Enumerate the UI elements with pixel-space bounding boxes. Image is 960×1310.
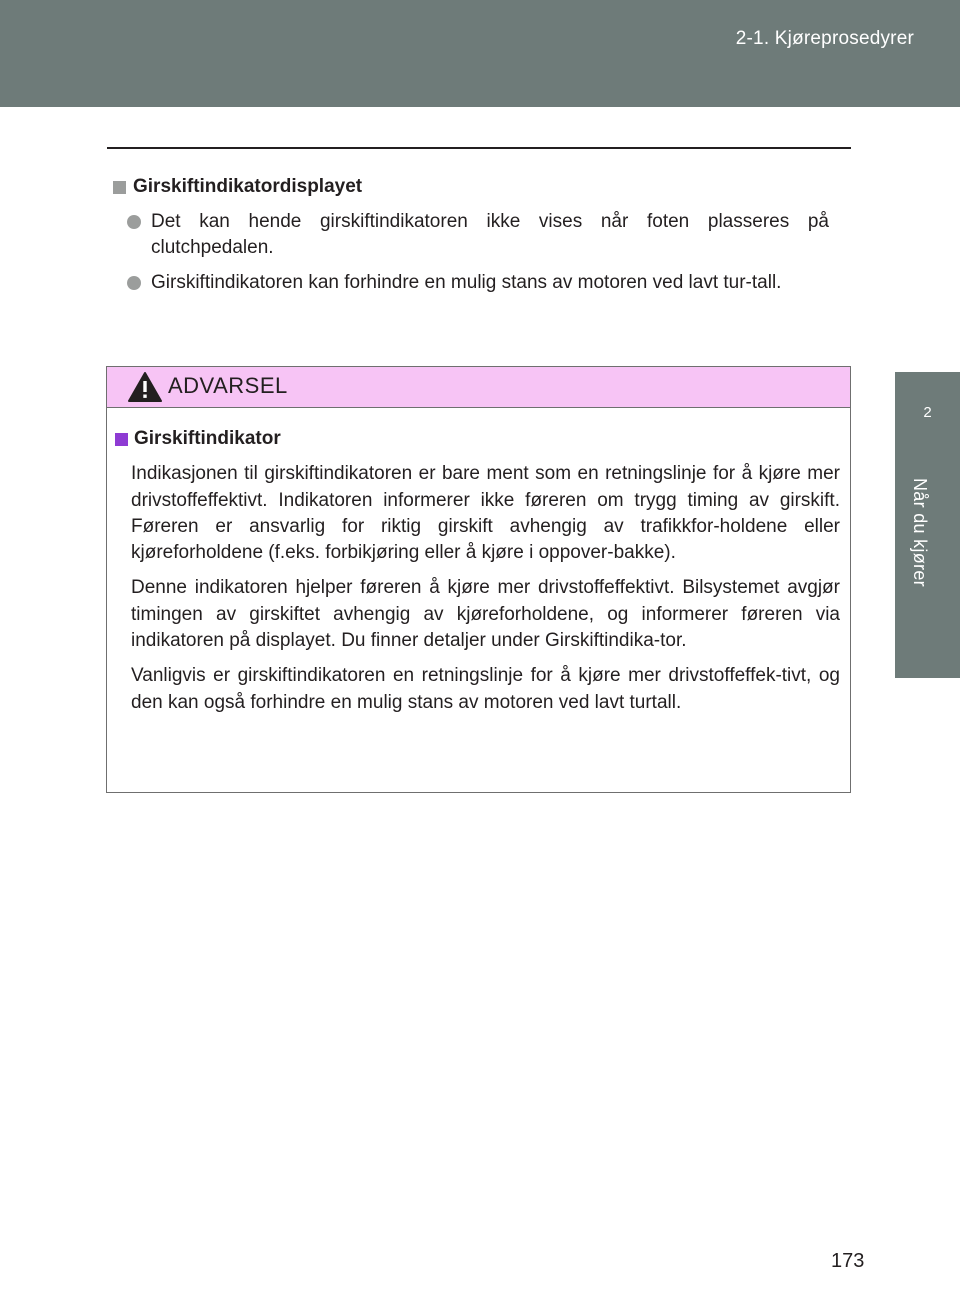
section-heading — [113, 174, 829, 200]
gray-circle-bullet-icon — [127, 215, 141, 229]
warning-body — [107, 408, 850, 716]
warning-heading-text: Girskiftindikator — [134, 428, 281, 449]
warning-triangle-icon — [127, 371, 163, 403]
warning-paragraph: Vanligvis er girskiftindikatoren en retningslinje for å kjøre mer drivstoffeffek-tivt, og den kan også forhindre en mulig stans av motoren ved lavt turtall. — [131, 665, 840, 713]
info-section — [113, 174, 829, 296]
warning-heading — [115, 426, 840, 452]
square-marker-icon — [113, 181, 126, 194]
section-heading-text: Girskiftindikatordisplayet — [133, 176, 363, 197]
square-marker-icon — [115, 433, 128, 446]
warning-paragraph: Denne indikatoren hjelper føreren å kjøre mer drivstoffeffektivt. Bilsystemet avgjør timingen av girskiftet avhengig av kjøreforholdene, og informerer føreren via indikatoren på displayet. Du finner detaljer under Girskiftindika-tor. — [131, 577, 840, 652]
top-divider — [107, 147, 851, 149]
header-bar — [0, 0, 960, 107]
chapter-label: Når du kjører — [910, 478, 930, 587]
bullet-item — [113, 270, 829, 296]
bullet-item — [113, 209, 829, 261]
page-number: 173 — [831, 1250, 865, 1272]
warning-header — [107, 367, 850, 408]
section-title: 2-1. Kjøreprosedyrer — [735, 28, 914, 49]
warning-box — [106, 366, 851, 793]
warning-paragraph: Indikasjonen til girskiftindikatoren er bare ment som en retningslinje for å kjøre mer drivstoffeffektivt. Indikatoren informerer ikke føreren om trygg timing av girskift. Føreren er ansvarlig for riktig girskift avhengig av trafikkfor-holdene eller kjøreforholdene (f.eks. forbikjøring eller å kjøre i oppover-bakke). — [131, 463, 840, 564]
bullet-text: Det kan hende girskiftindikatoren ikke vises når foten plasseres på clutchpedalen. — [151, 211, 829, 258]
gray-circle-bullet-icon — [127, 276, 141, 290]
bullet-text: Girskiftindikatoren kan forhindre en mulig stans av motoren ved lavt tur-tall. — [151, 272, 782, 293]
warning-label: ADVARSEL — [168, 373, 288, 398]
chapter-number: 2 — [923, 404, 932, 421]
chapter-side-tab — [895, 372, 960, 678]
